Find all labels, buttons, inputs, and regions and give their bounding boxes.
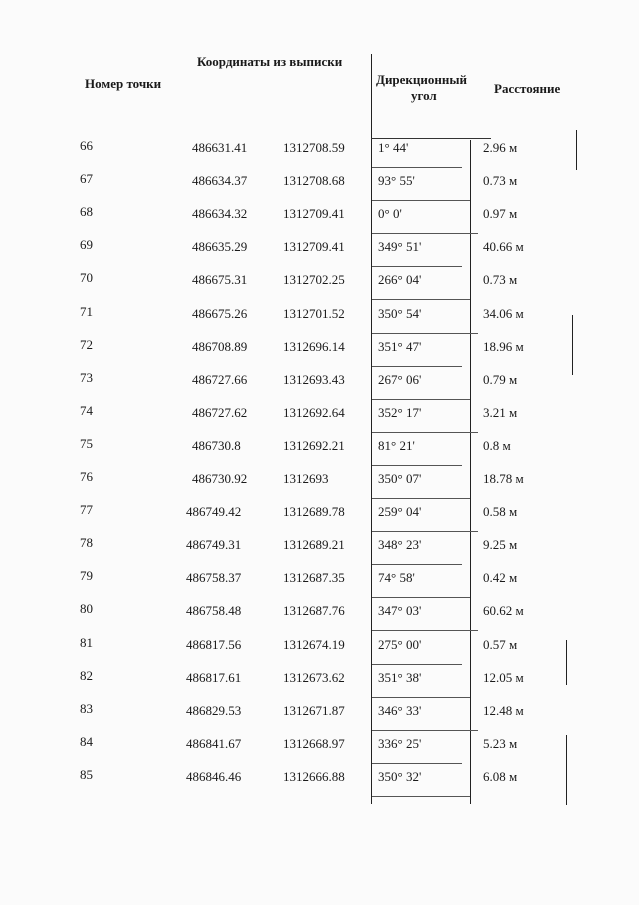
direction-angle-cell: 336° 25': [378, 736, 422, 751]
row-separator: [372, 200, 470, 201]
point-number-cell: 68: [80, 204, 93, 219]
x-coordinate-cell: 486708.89: [192, 339, 248, 354]
y-coordinate-cell: 1312708.68: [283, 173, 345, 188]
x-coordinate-cell: 486634.32: [192, 206, 248, 221]
x-coordinate-cell: 486817.56: [186, 637, 242, 652]
x-coordinate-cell: 486634.37: [192, 173, 248, 188]
direction-angle-cell: 350° 07': [378, 471, 422, 486]
distance-column-left-rule: [470, 140, 471, 804]
point-number-cell: 85: [80, 767, 93, 782]
direction-angle-cell: 347° 03': [378, 603, 422, 618]
y-coordinate-cell: 1312674.19: [283, 637, 345, 652]
row-separator: [372, 266, 462, 267]
direction-angle-cell: 346° 33': [378, 703, 422, 718]
row-separator: [372, 796, 470, 797]
row-separator: [372, 432, 478, 433]
direction-angle-cell: 350° 32': [378, 769, 422, 784]
point-number-cell: 81: [80, 635, 93, 650]
y-coordinate-cell: 1312671.87: [283, 703, 345, 718]
x-coordinate-cell: 486730.92: [192, 471, 248, 486]
header-direction-angle-line1: Дирекционный: [376, 72, 468, 87]
y-coordinate-cell: 1312701.52: [283, 306, 345, 321]
right-margin-rule-4: [566, 735, 567, 805]
point-number-cell: 76: [80, 469, 93, 484]
distance-cell: 18.78 м: [483, 471, 524, 486]
x-coordinate-cell: 486749.42: [186, 504, 242, 519]
right-margin-rule-2: [572, 315, 573, 375]
distance-cell: 0.58 м: [483, 504, 518, 519]
header-bottom-rule: [371, 138, 491, 139]
y-coordinate-cell: 1312693.43: [283, 372, 345, 387]
direction-angle-cell: 1° 44': [378, 140, 409, 155]
direction-angle-cell: 267° 06': [378, 372, 422, 387]
point-number-cell: 77: [80, 502, 93, 517]
point-number-cell: 69: [80, 237, 93, 252]
x-coordinate-cell: 486727.66: [192, 372, 248, 387]
direction-angle-cell: 349° 51': [378, 239, 422, 254]
point-number-cell: 72: [80, 337, 93, 352]
distance-cell: 2.96 м: [483, 140, 518, 155]
x-coordinate-cell: 486758.37: [186, 570, 242, 585]
x-coordinate-cell: 486631.41: [192, 140, 248, 155]
point-number-cell: 84: [80, 734, 93, 749]
point-number-cell: 66: [80, 138, 93, 153]
direction-angle-cell: 350° 54': [378, 306, 422, 321]
y-coordinate-cell: 1312689.21: [283, 537, 345, 552]
row-separator: [372, 564, 462, 565]
distance-cell: 9.25 м: [483, 537, 518, 552]
point-number-cell: 67: [80, 171, 93, 186]
right-margin-rule: [576, 130, 577, 170]
y-coordinate-cell: 1312709.41: [283, 239, 345, 254]
distance-cell: 12.05 м: [483, 670, 524, 685]
row-separator: [372, 233, 478, 234]
point-number-cell: 82: [80, 668, 93, 683]
y-coordinate-cell: 1312689.78: [283, 504, 345, 519]
row-separator: [372, 366, 462, 367]
direction-angle-cell: 0° 0': [378, 206, 402, 221]
x-coordinate-cell: 486846.46: [186, 769, 242, 784]
distance-cell: 6.08 м: [483, 769, 518, 784]
row-separator: [372, 399, 470, 400]
distance-cell: 12.48 м: [483, 703, 524, 718]
direction-angle-cell: 351° 38': [378, 670, 422, 685]
point-number-cell: 83: [80, 701, 93, 716]
y-coordinate-cell: 1312692.21: [283, 438, 345, 453]
direction-angle-cell: 74° 58': [378, 570, 415, 585]
y-coordinate-cell: 1312673.62: [283, 670, 345, 685]
direction-angle-cell: 259° 04': [378, 504, 422, 519]
x-coordinate-cell: 486841.67: [186, 736, 242, 751]
distance-cell: 0.57 м: [483, 637, 518, 652]
distance-cell: 60.62 м: [483, 603, 524, 618]
row-separator: [372, 498, 470, 499]
point-number-cell: 80: [80, 601, 93, 616]
distance-cell: 0.79 м: [483, 372, 518, 387]
row-separator: [372, 630, 478, 631]
x-coordinate-cell: 486635.29: [192, 239, 248, 254]
row-separator: [372, 531, 478, 532]
x-coordinate-cell: 486749.31: [186, 537, 242, 552]
y-coordinate-cell: 1312687.35: [283, 570, 345, 585]
y-coordinate-cell: 1312668.97: [283, 736, 345, 751]
row-separator: [372, 763, 462, 764]
point-number-cell: 79: [80, 568, 93, 583]
right-margin-rule-3: [566, 640, 567, 685]
distance-cell: 0.73 м: [483, 272, 518, 287]
row-separator: [372, 597, 470, 598]
direction-angle-cell: 352° 17': [378, 405, 422, 420]
distance-cell: 34.06 м: [483, 306, 524, 321]
y-coordinate-cell: 1312696.14: [283, 339, 345, 354]
row-separator: [372, 333, 478, 334]
point-number-cell: 78: [80, 535, 93, 550]
header-point-number: Номер точки: [85, 76, 162, 91]
row-separator: [372, 664, 462, 665]
header-distance: Расстояние: [494, 81, 561, 96]
y-coordinate-cell: 1312709.41: [283, 206, 345, 221]
x-coordinate-cell: 486829.53: [186, 703, 242, 718]
x-coordinate-cell: 486758.48: [186, 603, 242, 618]
direction-angle-cell: 93° 55': [378, 173, 415, 188]
distance-cell: 18.96 м: [483, 339, 524, 354]
x-coordinate-cell: 486730.8: [192, 438, 241, 453]
y-coordinate-cell: 1312693: [283, 471, 329, 486]
point-number-cell: 70: [80, 270, 93, 285]
distance-cell: 0.97 м: [483, 206, 518, 221]
row-separator: [372, 167, 462, 168]
point-number-cell: 73: [80, 370, 93, 385]
x-coordinate-cell: 486817.61: [186, 670, 242, 685]
header-coordinates: Координаты из выписки: [197, 54, 343, 69]
row-separator: [372, 465, 462, 466]
distance-cell: 0.8 м: [483, 438, 511, 453]
direction-angle-cell: 348° 23': [378, 537, 422, 552]
y-coordinate-cell: 1312708.59: [283, 140, 345, 155]
header-direction-angle-line2: угол: [411, 88, 437, 103]
y-coordinate-cell: 1312666.88: [283, 769, 345, 784]
row-separator: [372, 730, 478, 731]
row-separator: [372, 299, 470, 300]
x-coordinate-cell: 486675.26: [192, 306, 248, 321]
y-coordinate-cell: 1312692.64: [283, 405, 345, 420]
distance-cell: 40.66 м: [483, 239, 524, 254]
row-separator: [372, 697, 470, 698]
x-coordinate-cell: 486675.31: [192, 272, 248, 287]
y-coordinate-cell: 1312702.25: [283, 272, 345, 287]
distance-cell: 3.21 м: [483, 405, 518, 420]
x-coordinate-cell: 486727.62: [192, 405, 248, 420]
distance-cell: 0.73 м: [483, 173, 518, 188]
y-coordinate-cell: 1312687.76: [283, 603, 345, 618]
point-number-cell: 75: [80, 436, 93, 451]
direction-angle-cell: 266° 04': [378, 272, 422, 287]
direction-angle-cell: 351° 47': [378, 339, 422, 354]
direction-angle-cell: 275° 00': [378, 637, 422, 652]
distance-cell: 0.42 м: [483, 570, 518, 585]
point-number-cell: 74: [80, 403, 93, 418]
distance-cell: 5.23 м: [483, 736, 518, 751]
direction-angle-cell: 81° 21': [378, 438, 415, 453]
point-number-cell: 71: [80, 304, 93, 319]
